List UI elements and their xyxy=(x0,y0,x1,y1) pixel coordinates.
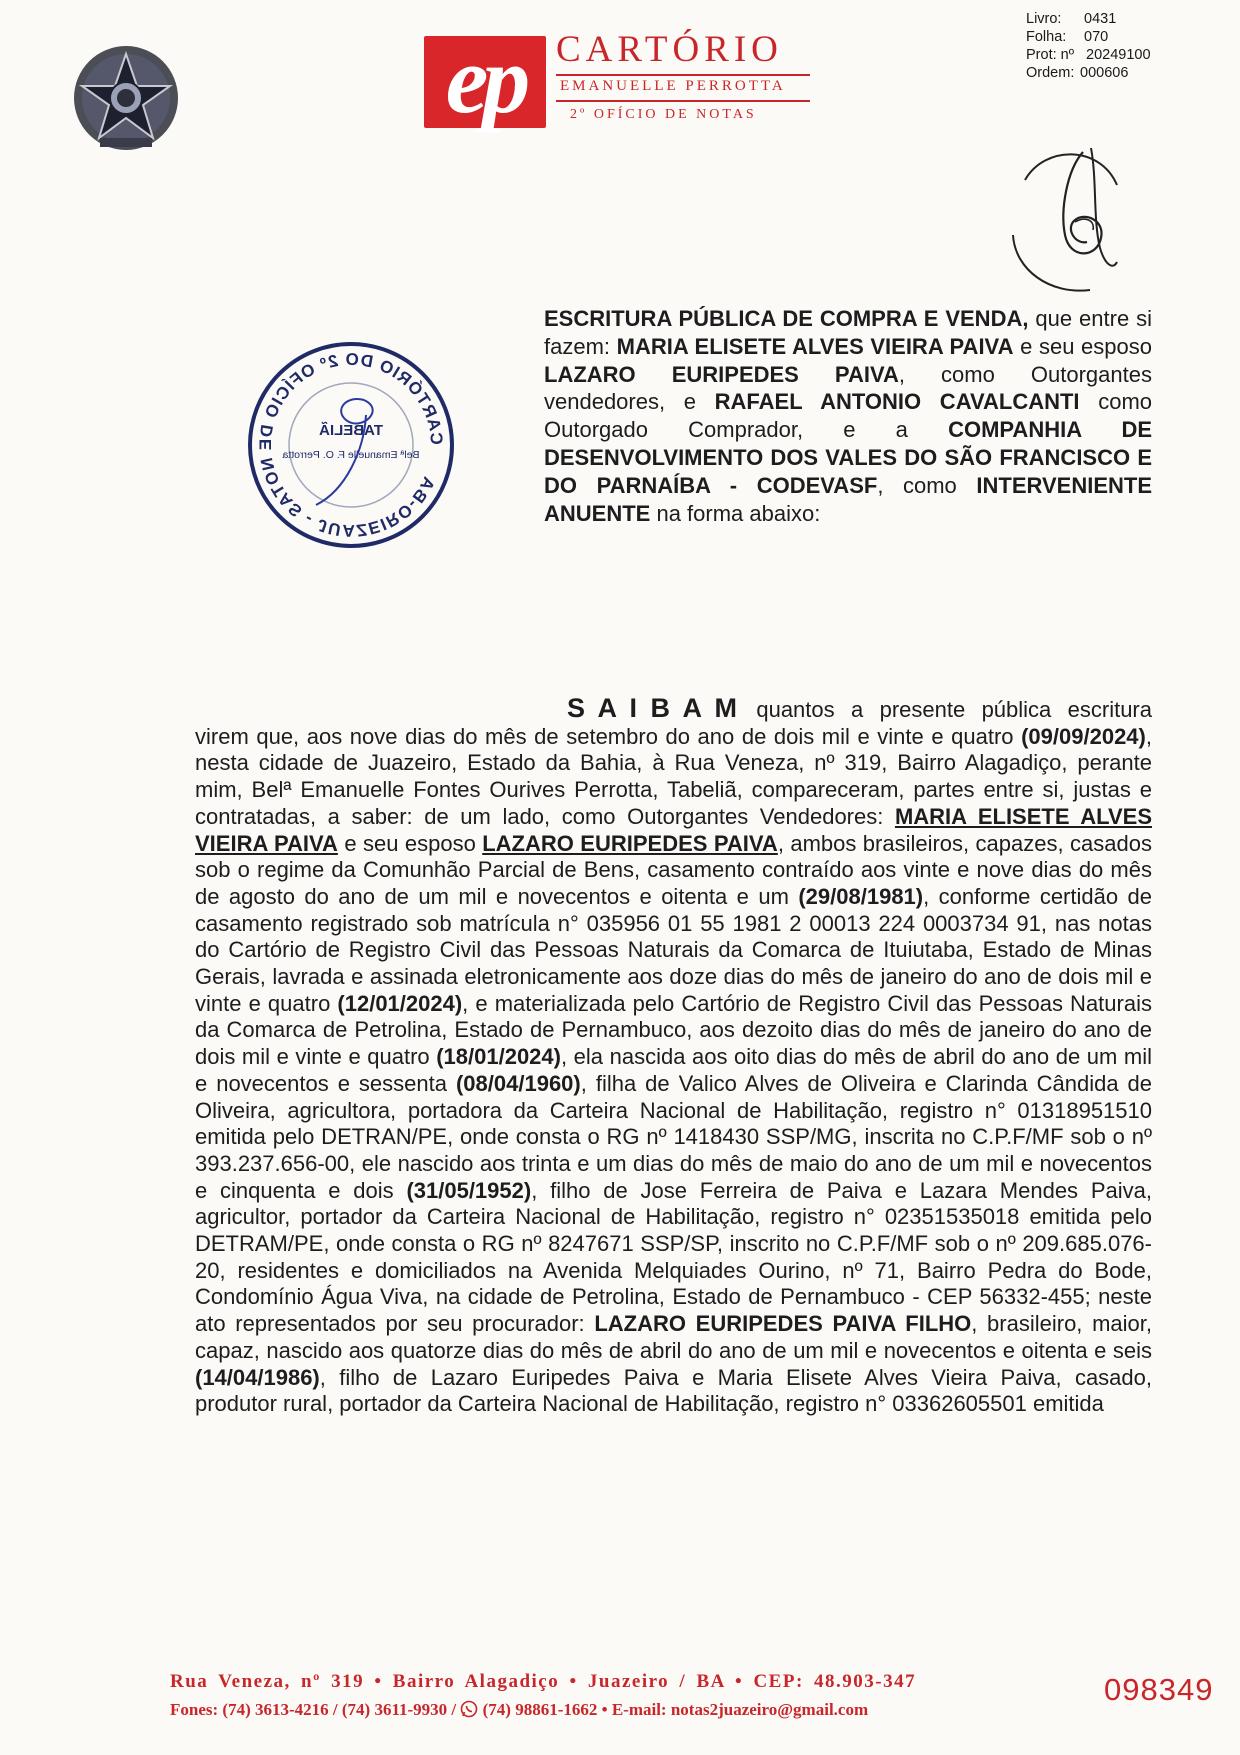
register-value: 20249100 xyxy=(1086,47,1151,63)
coat-of-arms-icon xyxy=(70,42,182,154)
register-row xyxy=(1026,28,1151,46)
party-name: COMPANHIA DE DESENVOLVIMENTO DOS VALES DO SÃO FRANCISCO E DO PARNAÍBA - CODEVASF xyxy=(544,417,1153,498)
logo-title: CARTÓRIO xyxy=(556,29,783,70)
body-text: , ambos brasileiros, capazes, casados sob o regime da Comunhão Parcial de Bens, casamento contraído aos vinte e nove dias do mês de agosto do ano de um mil e novecentos e oitenta e um xyxy=(195,830,1152,909)
register-row xyxy=(1026,10,1151,28)
logo-divider xyxy=(556,74,810,76)
stamp-center-title: TABELIÃ xyxy=(319,422,383,439)
body-text: , conforme certidão de casamento registrado sob matrícula n° 035956 01 55 1981 2 00013 224 0003734 91, nas notas do Cartório de Registro Civil das Pessoas Naturais da Comarca de Ituiutaba, Estado de Minas Gerais, lavrada e assinada eletronicamente aos doze dias do mês de janeiro do ano de dois mil e vinte e quatro xyxy=(195,883,1152,1016)
date: (29/08/1981) xyxy=(798,883,924,909)
date: (14/04/1986) xyxy=(195,1364,320,1390)
register-value: 0431 xyxy=(1084,11,1117,27)
sheet-number: 098349 xyxy=(1104,1672,1214,1707)
body-text: , brasileiro, maior, capaz, nascido aos quatorze dias do mês de abril do ano de um mil e novecentos e oitenta e seis xyxy=(195,1311,1152,1363)
body-text: , e materializada pelo Cartório de Registro Civil das Pessoas Naturais da Comarca de Petrolina, Estado de Pernambuco, aos dezoito dias do mês de janeiro do ano de dois mil e vinte e quatro xyxy=(195,990,1152,1070)
party-name: LAZARO EURIPEDES PAIVA FILHO xyxy=(594,1311,972,1337)
register-value: 000606 xyxy=(1080,65,1129,81)
heading-text: que entre si fazem: xyxy=(544,306,1153,359)
date: (09/09/2024) xyxy=(1021,723,1146,749)
deed-body xyxy=(195,695,1152,1418)
body-text: e seu esposo xyxy=(337,830,483,856)
register-value: 070 xyxy=(1084,29,1109,45)
logo-mark-text: ep xyxy=(445,26,525,133)
register-label: Ordem: xyxy=(1026,65,1075,81)
deed-title: ESCRITURA PÚBLICA DE COMPRA E VENDA, xyxy=(544,306,1029,331)
register-label: Livro: xyxy=(1026,11,1062,27)
register-label: Folha: xyxy=(1026,29,1067,45)
party-name: LAZARO EURIPEDES PAIVA xyxy=(482,830,778,856)
body-text: , ela nascida aos oito dias do mês de abril do ano de um mil e novecentos e sessenta xyxy=(195,1044,1152,1096)
signature-rubric-icon xyxy=(1005,140,1130,300)
register-row xyxy=(1026,46,1151,64)
party-name: MARIA ELISETE ALVES VIEIRA PAIVA xyxy=(616,333,1014,359)
date: (12/01/2024) xyxy=(337,990,463,1016)
footer xyxy=(170,1668,1080,1727)
body-text: , nesta cidade de Juazeiro, Estado da Bahia, à Rua Veneza, nº 319, Bairro Alagadiço, perante mim, Belª Emanuelle Fontes Ourives Perrotta, Tabeliã, compareceram, partes entre si, justas e contratadas, a saber: de um lado, como Outorgantes Vendedores: xyxy=(195,723,1152,829)
logo-name: EMANUELLE PERROTTA xyxy=(560,78,786,94)
date: (08/04/1960) xyxy=(455,1070,581,1096)
heading-text: como Outorgado Comprador, e a xyxy=(544,389,1153,443)
stamp-ring-textpath: CARTÓRIO DO 2º OFÍCIO DE NOTAS - JUAZEIRO-BA xyxy=(255,349,447,541)
deed-heading xyxy=(544,305,1152,527)
date: (18/01/2024) xyxy=(436,1044,561,1070)
heading-text: , como Outorgantes vendedores, e xyxy=(544,361,1152,415)
logo-office: 2º OFÍCIO DE NOTAS xyxy=(570,107,757,122)
notary-stamp xyxy=(246,340,456,550)
saibam-word: S A I B A M xyxy=(567,693,740,723)
date: (31/05/1952) xyxy=(406,1177,532,1203)
stamp-center-name: Belª Emanuelle F. O. Perrotta xyxy=(282,449,420,461)
party-name: LAZARO EURIPEDES PAIVA xyxy=(544,361,899,387)
footer-phones: Fones: (74) 3613-4216 / (74) 3611-9930 / xyxy=(170,1700,461,1719)
stamp-ring-text xyxy=(256,350,446,540)
body-text: , filho de Jose Ferreira de Paiva e Lazara Mendes Paiva, agricultor, portador da Carteira Nacional de Habilitação, registro n° 02351535018 emitida pelo DETRAM/PE, onde consta o RG nº 8247671 SSP/SP, inscrito no C.P.F/MF sob o nº 209.685.076-20, residentes e domiciliados na Avenida Melquiades Ourino, nº 71, Bairro Pedra do Bode, Condomínio Água Viva, na cidade de Petrolina, Estado de Pernambuco - CEP 56332-455; neste ato representados por seu procurador: xyxy=(195,1177,1152,1337)
body-text: , filho de Lazaro Euripedes Paiva e Maria Elisete Alves Vieira Paiva, casado, produtor rural, portador da Carteira Nacional de Habilitação, registro n° 03362605501 emitida xyxy=(195,1364,1152,1417)
heading-text: , como xyxy=(877,472,977,498)
footer-contacts xyxy=(170,1696,1080,1727)
logo-divider xyxy=(556,100,810,102)
register-info xyxy=(1026,10,1151,82)
register-label: Prot: nº xyxy=(1026,47,1075,63)
party-name: RAFAEL ANTONIO CAVALCANTI xyxy=(714,389,1080,415)
deed-paragraph xyxy=(195,695,1152,1418)
party-name: MARIA ELISETE ALVES VIEIRA PAIVA xyxy=(195,803,1153,856)
footer-address: Rua Veneza, nº 319 • Bairro Alagadiço • Juazeiro / BA • CEP: 48.903-347 xyxy=(170,1671,917,1692)
register-row xyxy=(1026,64,1151,82)
body-text: , filha de Valico Alves de Oliveira e Clarinda Cândida de Oliveira, agricultora, portadora da Carteira Nacional de Habilitação, registro n° 01318951510 emitida pelo DETRAN/PE, onde consta o RG nº 1418430 SSP/MG, inscrita no C.P.F/MF sob o nº 393.237.656-00, ele nascido aos trinta e um dias do mês de maio do ano de um mil e novecentos e cinquenta e dois xyxy=(195,1070,1152,1203)
logo-mark xyxy=(424,26,546,133)
heading-text: e seu esposo xyxy=(1013,333,1152,359)
body-text: quantos a presente pública escritura virem que, aos nove dias do mês de setembro do ano de dois mil e vinte e quatro xyxy=(195,697,1152,749)
footer-whatsapp-email: (74) 98861-1662 • E-mail: notas2juazeiro@gmail.com xyxy=(478,1700,869,1719)
heading-text: na forma abaixo: xyxy=(650,500,821,526)
whatsapp-icon xyxy=(460,1699,478,1727)
party-role: INTERVENIENTE ANUENTE xyxy=(544,472,1152,526)
